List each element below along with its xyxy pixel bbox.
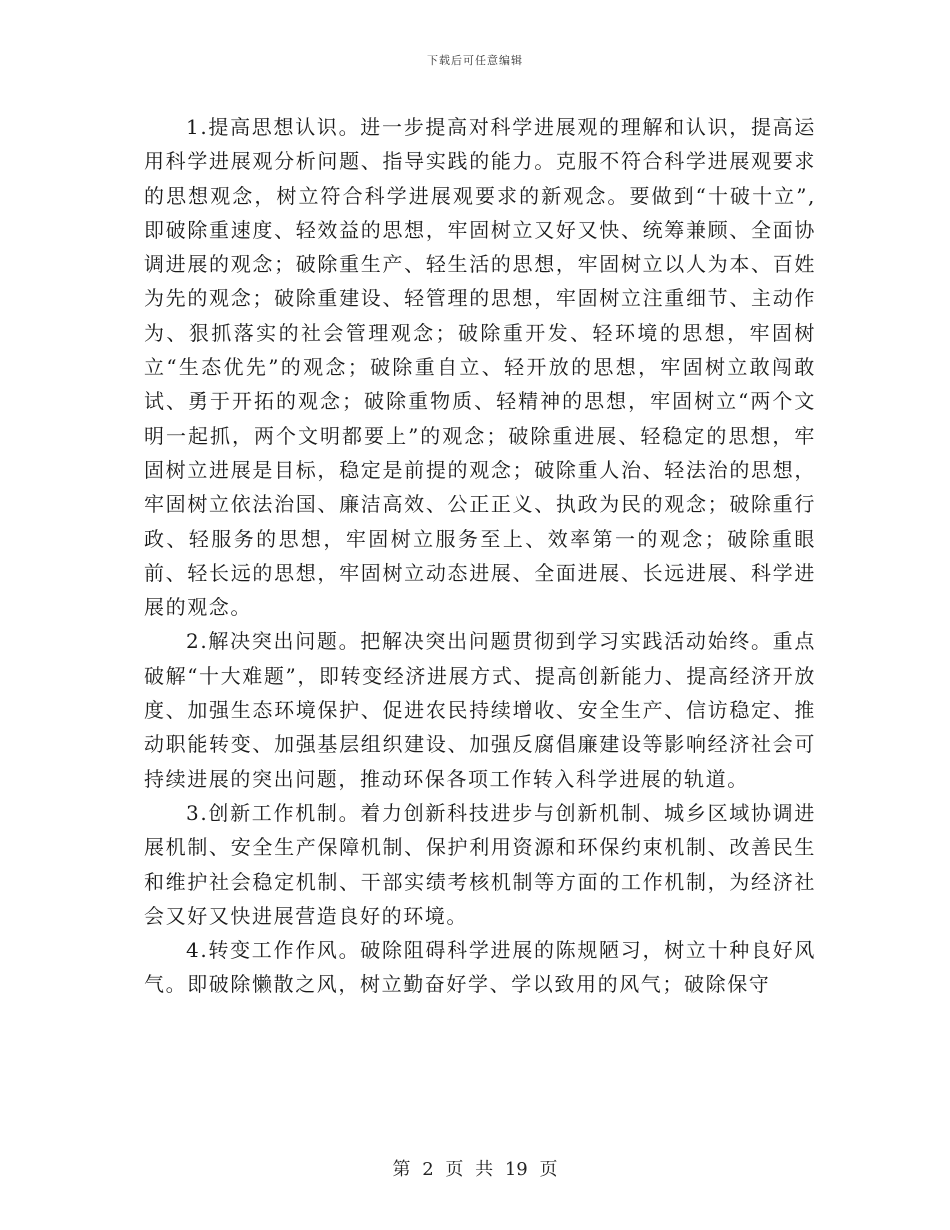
page-number-footer: 第 2 页 共 19 页 — [392, 1159, 558, 1180]
document-body — [144, 110, 816, 1002]
paragraph-4: 4.转变工作作风。破除阻碍科学进展的陈规陋习，树立十种良好风气。即破除懒散之风，树立勤奋好学、学以致用的风气；破除保守 — [144, 938, 816, 997]
page-header-note: 下载后可任意编辑 — [427, 54, 523, 67]
paragraph-3: 3.创新工作机制。着力创新科技进步与创新机制、城乡区域协调进展机制、安全生产保障机制、保护利用资源和环保约束机制、改善民生和维护社会稳定机制、干部实绩考核机制等方面的工作机制，为经济社会又好又快进展营造良好的环境。 — [144, 800, 816, 928]
paragraph-1: 1.提高思想认识。进一步提高对科学进展观的理解和认识，提高运用科学进展观分析问题、指导实践的能力。克服不符合科学进展观要求的思想观念，树立符合科学进展观要求的新观念。要做到“十破十立”,即破除重速度、轻效益的思想，牢固树立又好又快、统筹兼顾、全面协调进展的观念；破除重生产、轻生活的思想，牢固树立以人为本、百姓为先的观念；破除重建设、轻管理的思想，牢固树立注重细节、主动作为、狠抓落实的社会管理观念；破除重开发、轻环境的思想，牢固树立“生态优先”的观念；破除重自立、轻开放的思想，牢固树立敢闯敢试、勇于开拓的观念；破除重物质、轻精神的思想，牢固树立“两个文明一起抓，两个文明都要上”的观念；破除重进展、轻稳定的思想，牢固树立进展是目标，稳定是前提的观念；破除重人治、轻法治的思想，牢固树立依法治国、廉洁高效、公正正义、执政为民的观念；破除重行政、轻服务的思想，牢固树立服务至上、效率第一的观念；破除重眼前、轻长远的思想，牢固树立动态进展、全面进展、长远进展、科学进展的观念。 — [144, 115, 816, 620]
paragraph-2: 2.解决突出问题。把解决突出问题贯彻到学习实践活动始终。重点破解“十大难题”，即转变经济进展方式、提高创新能力、提高经济开放度、加强生态环境保护、促进农民持续增收、安全生产、信访稳定、推动职能转变、加强基层组织建设、加强反腐倡廉建设等影响经济社会可持续进展的突出问题，推动环保各项工作转入科学进展的轨道。 — [144, 629, 816, 791]
